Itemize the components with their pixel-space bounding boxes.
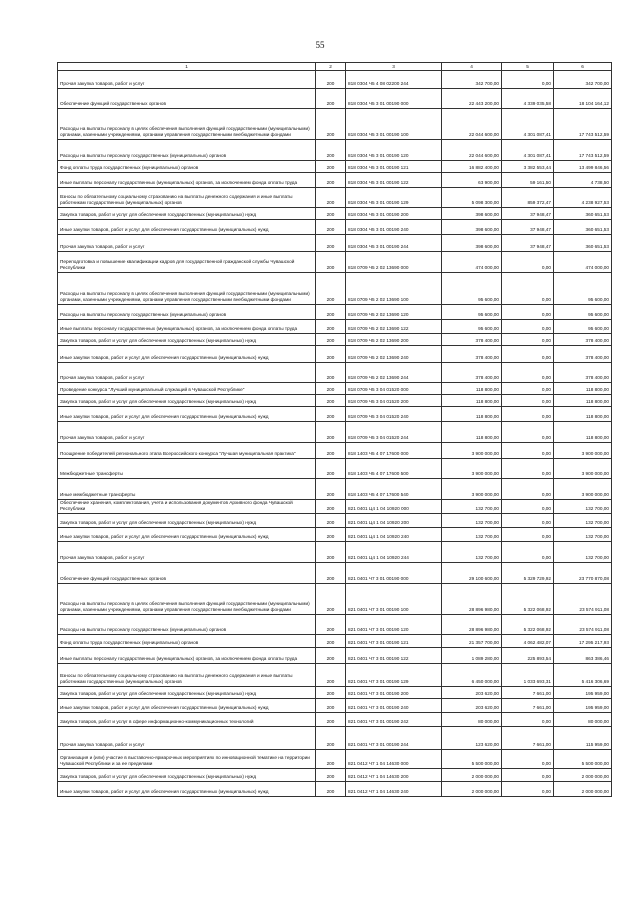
executed-amount: 5 322 068,92	[502, 615, 554, 635]
budget-code: 818 0304 Ч5 3 01 00190 121	[346, 161, 442, 173]
approved-amount: 398 600,00	[442, 235, 502, 252]
executed-amount: 0,00	[502, 71, 554, 89]
table-row	[58, 109, 612, 140]
item-name: Взносы по обязательному социальному страхованию на выплаты денежного содержания и иные выплаты работникам государственных (муниципальных) органов	[58, 188, 316, 208]
admin-code: 200	[316, 89, 346, 109]
remaining-amount: 23 574 911,08	[554, 615, 612, 635]
column-number: 3	[346, 63, 442, 71]
item-name: Межбюджетные трансферты	[58, 459, 316, 479]
budget-code: 818 1403 Ч5 4 07 17600 500	[346, 459, 442, 479]
table-row	[58, 71, 612, 89]
approved-amount: 29 100 600,00	[442, 563, 502, 584]
remaining-amount: 115 959,00	[554, 727, 612, 750]
remaining-amount: 5 416 306,69	[554, 664, 612, 687]
executed-amount: 59 161,50	[502, 173, 554, 188]
remaining-amount: 118 800,00	[554, 422, 612, 443]
remaining-amount: 17 743 512,59	[554, 109, 612, 140]
item-name: Иные выплаты персоналу государственных (муниципальных) органов, за исключением фонда оплаты труда	[58, 648, 316, 664]
executed-amount: 0,00	[502, 320, 554, 334]
item-name: Закупка товаров, работ и услуг для обеспечения государственных (муниципальных) нужд	[58, 334, 316, 346]
remaining-amount: 13 499 846,56	[554, 161, 612, 173]
item-name: Расходы на выплаты персоналу в целях обеспечения выполнения функций государственными (муниципальными) органами, казенными учреждениями, органами управления государственными внебюджетными фондами	[58, 273, 316, 305]
budget-code: 821 0401 Ч7 3 01 00190 100	[346, 584, 442, 615]
executed-amount: 0,00	[502, 422, 554, 443]
table-row	[58, 782, 612, 797]
executed-amount: 4 062 482,07	[502, 635, 554, 648]
admin-code: 200	[316, 140, 346, 161]
admin-code: 200	[316, 727, 346, 750]
admin-code: 200	[316, 161, 346, 173]
budget-code: 818 0709 Ч5 2 02 13690 244	[346, 363, 442, 383]
executed-amount: 4 301 087,41	[502, 109, 554, 140]
executed-amount: 859 372,47	[502, 188, 554, 208]
executed-amount: 0,00	[502, 713, 554, 727]
admin-code: 200	[316, 71, 346, 89]
page-number: 55	[315, 40, 325, 50]
remaining-amount: 23 770 870,08	[554, 563, 612, 584]
admin-code: 200	[316, 109, 346, 140]
item-name: Закупка товаров, работ и услуг в сфере информационно-коммуникационных технологий	[58, 713, 316, 727]
approved-amount: 16 882 400,00	[442, 161, 502, 173]
admin-code: 200	[316, 713, 346, 727]
executed-amount: 4 339 035,58	[502, 89, 554, 109]
table-row	[58, 584, 612, 615]
table-row	[58, 252, 612, 273]
admin-code: 200	[316, 395, 346, 407]
executed-amount: 0,00	[502, 479, 554, 500]
item-name: Прочая закупка товаров, работ и услуг	[58, 71, 316, 89]
table-row	[58, 750, 612, 769]
admin-code: 200	[316, 514, 346, 528]
remaining-amount: 80 000,00	[554, 713, 612, 727]
budget-code: 818 0304 Ч5 3 01 00190 120	[346, 140, 442, 161]
budget-code: 818 0304 Ч5 3 01 00190 240	[346, 220, 442, 235]
table-row	[58, 161, 612, 173]
remaining-amount: 360 651,53	[554, 220, 612, 235]
remaining-amount: 378 400,00	[554, 363, 612, 383]
item-name: Иные выплаты персоналу государственных (муниципальных) органов, за исключением фонда оплаты труда	[58, 320, 316, 334]
budget-code: 818 0709 Ч5 3 04 01520 200	[346, 395, 442, 407]
item-name: Проведение конкурса "Лучший муниципальный служащий в Чувашской Республике"	[58, 383, 316, 395]
approved-amount: 342 700,00	[442, 71, 502, 89]
remaining-amount: 4 238 927,53	[554, 188, 612, 208]
item-name: Расходы на выплаты персоналу государственных (муниципальных) органов	[58, 305, 316, 320]
column-number-row	[58, 63, 612, 71]
admin-code: 200	[316, 220, 346, 235]
budget-code: 821 0401 Ц4 1 04 10920 244	[346, 542, 442, 563]
remaining-amount: 118 800,00	[554, 383, 612, 395]
approved-amount: 3 900 000,00	[442, 479, 502, 500]
table-row	[58, 727, 612, 750]
remaining-amount: 118 800,00	[554, 395, 612, 407]
remaining-amount: 17 743 512,59	[554, 140, 612, 161]
item-name: Закупка товаров, работ и услуг для обеспечения государственных (муниципальных) нужд	[58, 687, 316, 699]
remaining-amount: 360 651,53	[554, 208, 612, 220]
budget-code: 818 0709 Ч5 2 02 13690 122	[346, 320, 442, 334]
table-row	[58, 383, 612, 395]
approved-amount: 80 000,00	[442, 713, 502, 727]
admin-code: 200	[316, 563, 346, 584]
executed-amount: 37 948,47	[502, 220, 554, 235]
executed-amount: 0,00	[502, 542, 554, 563]
remaining-amount: 378 400,00	[554, 346, 612, 363]
remaining-amount: 132 700,00	[554, 514, 612, 528]
executed-amount: 0,00	[502, 769, 554, 782]
item-name: Прочая закупка товаров, работ и услуг	[58, 542, 316, 563]
admin-code: 200	[316, 422, 346, 443]
budget-code: 818 0304 Ч5 3 01 00190 122	[346, 173, 442, 188]
table-row	[58, 305, 612, 320]
table-row	[58, 173, 612, 188]
remaining-amount: 195 959,00	[554, 687, 612, 699]
executed-amount: 0,00	[502, 305, 554, 320]
table-row	[58, 346, 612, 363]
budget-code: 818 0304 Ч5 3 01 00190 129	[346, 188, 442, 208]
approved-amount: 132 700,00	[442, 500, 502, 514]
admin-code: 200	[316, 188, 346, 208]
budget-code: 821 0401 Ц4 1 04 10920 200	[346, 514, 442, 528]
approved-amount: 118 800,00	[442, 407, 502, 422]
budget-code: 818 0304 Ч5 3 01 00190 244	[346, 235, 442, 252]
executed-amount: 0,00	[502, 750, 554, 769]
table-row	[58, 320, 612, 334]
budget-code: 821 0401 Ч7 3 01 00190 122	[346, 648, 442, 664]
item-name: Обеспечение хранения, комплектования, учета и использования документов Архивного фонда Чувашской Республики	[58, 500, 316, 514]
executed-amount: 5 329 729,92	[502, 563, 554, 584]
budget-code: 821 0401 Ч7 3 01 00190 000	[346, 563, 442, 584]
item-name: Поощрение победителей регионального этапа Всероссийского конкурса "Лучшая муниципальная практика"	[58, 443, 316, 459]
item-name: Закупка товаров, работ и услуг для обеспечения государственных (муниципальных) нужд	[58, 769, 316, 782]
item-name: Иные межбюджетные трансферты	[58, 479, 316, 500]
admin-code: 200	[316, 769, 346, 782]
item-name: Расходы на выплаты персоналу в целях обеспечения выполнения функций государственными (муниципальными) органами, казенными учреждениями, органами управления государственными внебюджетными фондами	[58, 109, 316, 140]
approved-amount: 63 900,00	[442, 173, 502, 188]
table-row	[58, 500, 612, 514]
budget-code: 821 0401 Ч7 3 01 00190 200	[346, 687, 442, 699]
admin-code: 200	[316, 542, 346, 563]
budget-code: 821 0401 Ц4 1 04 10920 240	[346, 528, 442, 542]
approved-amount: 2 000 000,00	[442, 769, 502, 782]
approved-amount: 95 600,00	[442, 305, 502, 320]
executed-amount: 0,00	[502, 273, 554, 305]
executed-amount: 0,00	[502, 334, 554, 346]
item-name: Обеспечение функций государственных органов	[58, 89, 316, 109]
item-name: Закупка товаров, работ и услуг для обеспечения государственных (муниципальных) нужд	[58, 514, 316, 528]
table-row	[58, 542, 612, 563]
table-row	[58, 459, 612, 479]
remaining-amount: 2 000 000,00	[554, 782, 612, 797]
approved-amount: 5 500 000,00	[442, 750, 502, 769]
approved-amount: 398 600,00	[442, 220, 502, 235]
remaining-amount: 132 700,00	[554, 542, 612, 563]
item-name: Иные закупки товаров, работ и услуг для обеспечения государственных (муниципальных) нужд	[58, 220, 316, 235]
approved-amount: 378 400,00	[442, 346, 502, 363]
admin-code: 200	[316, 664, 346, 687]
admin-code: 200	[316, 648, 346, 664]
remaining-amount: 195 959,00	[554, 699, 612, 713]
budget-code: 821 0412 Ч7 1 04 14630 240	[346, 782, 442, 797]
admin-code: 200	[316, 687, 346, 699]
admin-code: 200	[316, 635, 346, 648]
approved-amount: 1 089 280,00	[442, 648, 502, 664]
approved-amount: 123 620,00	[442, 727, 502, 750]
budget-code: 818 0709 Ч5 2 02 13690 120	[346, 305, 442, 320]
remaining-amount: 132 700,00	[554, 500, 612, 514]
admin-code: 200	[316, 305, 346, 320]
column-number: 1	[58, 63, 316, 71]
item-name: Иные закупки товаров, работ и услуг для обеспечения государственных (муниципальных) нужд	[58, 699, 316, 713]
item-name: Прочая закупка товаров, работ и услуг	[58, 235, 316, 252]
item-name: Прочая закупка товаров, работ и услуг	[58, 422, 316, 443]
item-name: Фонд оплаты труда государственных (муниципальных) органов	[58, 161, 316, 173]
admin-code: 200	[316, 273, 346, 305]
remaining-amount: 18 104 164,12	[554, 89, 612, 109]
budget-code: 818 0709 Ч5 3 04 01520 244	[346, 422, 442, 443]
approved-amount: 132 700,00	[442, 528, 502, 542]
executed-amount: 0,00	[502, 528, 554, 542]
budget-code: 821 0401 Ц4 1 04 10920 000	[346, 500, 442, 514]
table-row	[58, 363, 612, 383]
approved-amount: 203 620,00	[442, 687, 502, 699]
item-name: Иные закупки товаров, работ и услуг для обеспечения государственных (муниципальных) нужд	[58, 346, 316, 363]
admin-code: 200	[316, 750, 346, 769]
approved-amount: 5 098 300,00	[442, 188, 502, 208]
table-row	[58, 635, 612, 648]
executed-amount: 7 661,00	[502, 687, 554, 699]
admin-code: 200	[316, 235, 346, 252]
table-row	[58, 395, 612, 407]
budget-code: 818 0304 Ч5 4 08 02200 244	[346, 71, 442, 89]
budget-code: 821 0412 Ч7 1 04 14630 200	[346, 769, 442, 782]
executed-amount: 0,00	[502, 782, 554, 797]
executed-amount: 0,00	[502, 500, 554, 514]
table-row	[58, 422, 612, 443]
remaining-amount: 360 651,53	[554, 235, 612, 252]
column-number: 5	[502, 63, 554, 71]
executed-amount: 0,00	[502, 443, 554, 459]
remaining-amount: 118 800,00	[554, 407, 612, 422]
item-name: Расходы на выплаты персоналу в целях обеспечения выполнения функций государственными (муниципальными) органами, казенными учреждениями, органами управления государственными внебюджетными фондами	[58, 584, 316, 615]
table-row	[58, 208, 612, 220]
admin-code: 200	[316, 363, 346, 383]
executed-amount: 0,00	[502, 346, 554, 363]
executed-amount: 7 661,00	[502, 727, 554, 750]
table-row	[58, 713, 612, 727]
remaining-amount: 95 600,00	[554, 273, 612, 305]
budget-code: 821 0401 Ч7 3 01 00190 240	[346, 699, 442, 713]
approved-amount: 378 400,00	[442, 363, 502, 383]
item-name: Расходы на выплаты персоналу государственных (муниципальных) органов	[58, 615, 316, 635]
remaining-amount: 95 600,00	[554, 320, 612, 334]
table-row	[58, 528, 612, 542]
remaining-amount: 2 000 000,00	[554, 769, 612, 782]
item-name: Иные выплаты персоналу государственных (муниципальных) органов, за исключением фонда оплаты труда	[58, 173, 316, 188]
admin-code: 200	[316, 782, 346, 797]
executed-amount: 37 948,47	[502, 208, 554, 220]
approved-amount: 118 800,00	[442, 422, 502, 443]
column-number: 4	[442, 63, 502, 71]
item-name: Прочая закупка товаров, работ и услуг	[58, 363, 316, 383]
item-name: Иные закупки товаров, работ и услуг для обеспечения государственных (муниципальных) нужд	[58, 528, 316, 542]
table-row	[58, 514, 612, 528]
approved-amount: 22 443 200,00	[442, 89, 502, 109]
approved-amount: 22 044 600,00	[442, 109, 502, 140]
table-row	[58, 699, 612, 713]
remaining-amount: 378 400,00	[554, 334, 612, 346]
approved-amount: 95 600,00	[442, 320, 502, 334]
table-body	[58, 71, 612, 797]
approved-amount: 132 700,00	[442, 514, 502, 528]
admin-code: 200	[316, 252, 346, 273]
item-name: Взносы по обязательному социальному страхованию на выплаты денежного содержания и иные выплаты работникам государственных (муниципальных) органов	[58, 664, 316, 687]
executed-amount: 7 661,00	[502, 699, 554, 713]
budget-code: 818 0304 Ч5 3 01 00190 000	[346, 89, 442, 109]
item-name: Прочая закупка товаров, работ и услуг	[58, 727, 316, 750]
executed-amount: 0,00	[502, 407, 554, 422]
executed-amount: 0,00	[502, 252, 554, 273]
executed-amount: 37 948,47	[502, 235, 554, 252]
admin-code: 200	[316, 500, 346, 514]
approved-amount: 398 600,00	[442, 208, 502, 220]
table-row	[58, 89, 612, 109]
approved-amount: 22 044 600,00	[442, 140, 502, 161]
table-row	[58, 479, 612, 500]
admin-code: 200	[316, 615, 346, 635]
admin-code: 200	[316, 528, 346, 542]
executed-amount: 0,00	[502, 514, 554, 528]
admin-code: 200	[316, 383, 346, 395]
executed-amount: 225 893,54	[502, 648, 554, 664]
item-name: Иные закупки товаров, работ и услуг для обеспечения государственных (муниципальных) нужд	[58, 407, 316, 422]
admin-code: 200	[316, 346, 346, 363]
column-number: 2	[316, 63, 346, 71]
budget-code: 818 0304 Ч5 3 01 00190 100	[346, 109, 442, 140]
remaining-amount: 132 700,00	[554, 528, 612, 542]
remaining-amount: 474 000,00	[554, 252, 612, 273]
remaining-amount: 17 295 217,93	[554, 635, 612, 648]
item-name: Обеспечение функций государственных органов	[58, 563, 316, 584]
budget-code: 818 0709 Ч5 2 02 13690 000	[346, 252, 442, 273]
remaining-amount: 3 900 000,00	[554, 443, 612, 459]
remaining-amount: 3 900 000,00	[554, 479, 612, 500]
approved-amount: 28 896 980,00	[442, 584, 502, 615]
budget-code: 821 0412 Ч7 1 04 14630 000	[346, 750, 442, 769]
budget-code: 821 0401 Ч7 3 01 00190 129	[346, 664, 442, 687]
admin-code: 200	[316, 479, 346, 500]
executed-amount: 0,00	[502, 383, 554, 395]
remaining-amount: 4 738,50	[554, 173, 612, 188]
budget-code: 818 0709 Ч5 2 02 13690 200	[346, 334, 442, 346]
table-row	[58, 334, 612, 346]
admin-code: 200	[316, 208, 346, 220]
table-row	[58, 769, 612, 782]
remaining-amount: 3 900 000,00	[554, 459, 612, 479]
table-row	[58, 140, 612, 161]
budget-code: 818 0709 Ч5 3 04 01520 000	[346, 383, 442, 395]
table-row	[58, 648, 612, 664]
item-name: Расходы на выплаты персоналу государственных (муниципальных) органов	[58, 140, 316, 161]
table-row	[58, 188, 612, 208]
approved-amount: 118 800,00	[442, 383, 502, 395]
item-name: Закупка товаров, работ и услуг для обеспечения государственных (муниципальных) нужд	[58, 395, 316, 407]
table-row	[58, 563, 612, 584]
table-row	[58, 407, 612, 422]
table-row	[58, 687, 612, 699]
executed-amount: 0,00	[502, 363, 554, 383]
admin-code: 200	[316, 320, 346, 334]
admin-code: 200	[316, 584, 346, 615]
approved-amount: 21 357 700,00	[442, 635, 502, 648]
admin-code: 200	[316, 173, 346, 188]
approved-amount: 203 620,00	[442, 699, 502, 713]
admin-code: 200	[316, 407, 346, 422]
table-row	[58, 615, 612, 635]
budget-execution-table	[57, 62, 612, 797]
approved-amount: 3 900 000,00	[442, 443, 502, 459]
column-number: 6	[554, 63, 612, 71]
remaining-amount: 95 600,00	[554, 305, 612, 320]
budget-code: 821 0401 Ч7 3 01 00190 242	[346, 713, 442, 727]
item-name: Иные закупки товаров, работ и услуг для обеспечения государственных (муниципальных) нужд	[58, 782, 316, 797]
approved-amount: 6 450 000,00	[442, 664, 502, 687]
executed-amount: 5 322 068,92	[502, 584, 554, 615]
item-name: Фонд оплаты труда государственных (муниципальных) органов	[58, 635, 316, 648]
table-row	[58, 443, 612, 459]
remaining-amount: 5 500 000,00	[554, 750, 612, 769]
admin-code: 200	[316, 443, 346, 459]
table-row	[58, 220, 612, 235]
item-name: Переподготовка и повышение квалификации кадров для государственной гражданской службы Чувашской Республики	[58, 252, 316, 273]
executed-amount: 0,00	[502, 459, 554, 479]
item-name: Закупка товаров, работ и услуг для обеспечения государственных (муниципальных) нужд	[58, 208, 316, 220]
table-row	[58, 235, 612, 252]
admin-code: 200	[316, 699, 346, 713]
remaining-amount: 863 386,46	[554, 648, 612, 664]
approved-amount: 95 600,00	[442, 273, 502, 305]
budget-code: 818 1403 Ч5 4 07 17600 000	[346, 443, 442, 459]
executed-amount: 4 301 087,41	[502, 140, 554, 161]
approved-amount: 378 400,00	[442, 334, 502, 346]
approved-amount: 118 800,00	[442, 395, 502, 407]
budget-code: 818 0709 Ч5 3 04 01520 240	[346, 407, 442, 422]
table-row	[58, 664, 612, 687]
executed-amount: 1 033 693,31	[502, 664, 554, 687]
remaining-amount: 342 700,00	[554, 71, 612, 89]
table-row	[58, 273, 612, 305]
budget-code: 821 0401 Ч7 3 01 00190 120	[346, 615, 442, 635]
budget-code: 818 0709 Ч5 2 02 13690 100	[346, 273, 442, 305]
budget-code: 818 0709 Ч5 2 02 13690 240	[346, 346, 442, 363]
approved-amount: 3 900 000,00	[442, 459, 502, 479]
approved-amount: 474 000,00	[442, 252, 502, 273]
remaining-amount: 23 574 911,08	[554, 584, 612, 615]
approved-amount: 2 000 000,00	[442, 782, 502, 797]
executed-amount: 3 382 553,44	[502, 161, 554, 173]
budget-code: 818 1403 Ч5 4 07 17600 540	[346, 479, 442, 500]
admin-code: 200	[316, 459, 346, 479]
budget-code: 818 0304 Ч5 3 01 00190 200	[346, 208, 442, 220]
admin-code: 200	[316, 334, 346, 346]
item-name: Организация и (или) участие в выставочно-ярмарочных мероприятиях по инновационной тематике на территории Чувашской Республики и за ее пределами	[58, 750, 316, 769]
approved-amount: 28 896 980,00	[442, 615, 502, 635]
approved-amount: 132 700,00	[442, 542, 502, 563]
budget-code: 821 0401 Ч7 3 01 00190 121	[346, 635, 442, 648]
executed-amount: 0,00	[502, 395, 554, 407]
budget-code: 821 0401 Ч7 3 01 00190 244	[346, 727, 442, 750]
